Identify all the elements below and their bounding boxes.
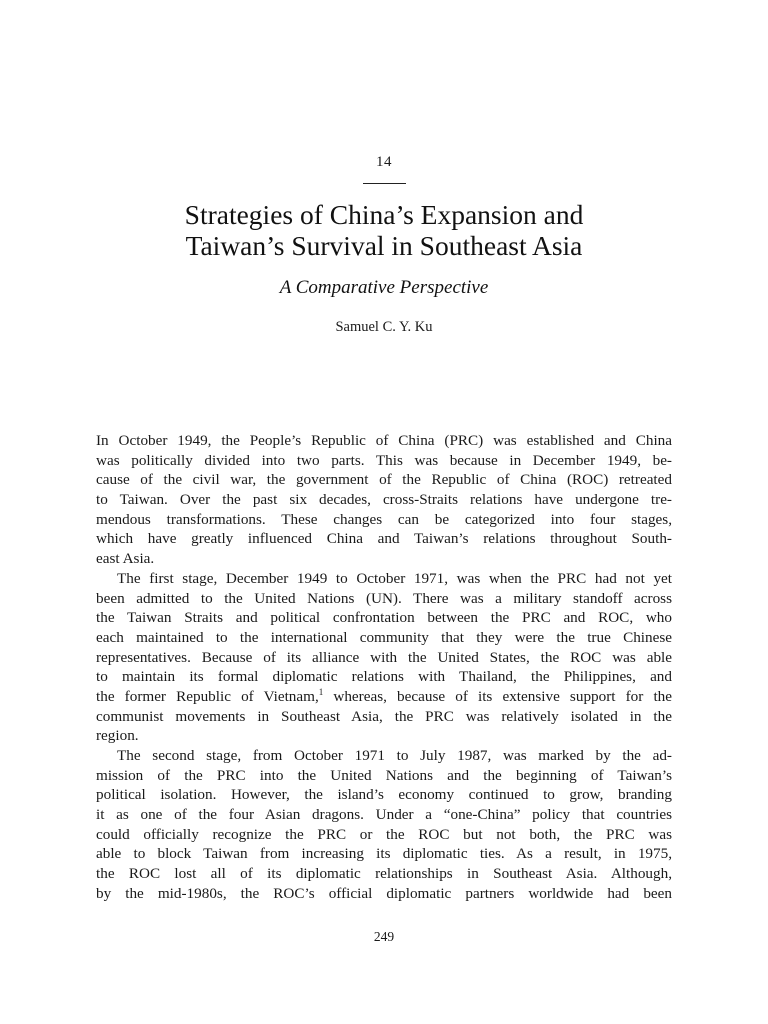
text-line: to maintain its formal diplomatic relations with Thailand, the Philippines, and	[96, 668, 672, 686]
text-line: In October 1949, the People’s Republic of China (PRC) was established and China	[96, 432, 672, 449]
text-segment: the former Republic of Vietnam,	[96, 687, 319, 705]
chapter-number: 14	[376, 154, 392, 170]
text-line: political isolation. However, the island’s economy continued to grow, branding	[96, 786, 672, 804]
text-line: east Asia.	[96, 550, 155, 568]
text-line: The first stage, December 1949 to October 1971, was when the PRC had not yet	[117, 569, 672, 587]
chapter-title-line: Taiwan’s Survival in Southeast Asia	[185, 230, 583, 261]
text-segment: whereas, because of its extensive support for the	[323, 687, 672, 705]
page-number: 249	[373, 929, 395, 944]
text-line: mission of the PRC into the United Nations and the beginning of Taiwan’s	[96, 766, 672, 784]
text-line: was politically divided into two parts. This was because in December 1949, be-	[96, 451, 672, 469]
text-line: the Taiwan Straits and political confrontation between the PRC and ROC, who	[96, 609, 672, 627]
footnote-marker[interactable]: 1	[318, 686, 324, 697]
chapter-author: Samuel C. Y. Ku	[335, 319, 433, 335]
text-line: region.	[96, 727, 139, 745]
chapter-title-line: Strategies of China’s Expansion and	[184, 199, 584, 230]
body-text	[96, 431, 672, 904]
chapter-title	[60, 199, 708, 261]
text-line: which have greatly influenced China and Taiwan’s relations throughout South-	[96, 530, 672, 548]
text-line	[96, 687, 672, 707]
text-line: each maintained to the international community that they were the true Chinese	[96, 628, 672, 646]
text-line: it as one of the four Asian dragons. Under a “one-China” policy that countries	[96, 806, 672, 824]
text-line: to Taiwan. Over the past six decades, cross-Straits relations have undergone tre-	[96, 491, 672, 509]
text-line: been admitted to the United Nations (UN). There was a military standoff across	[96, 589, 672, 607]
chapter-subtitle: A Comparative Perspective	[279, 277, 489, 298]
text-line: the ROC lost all of its diplomatic relationships in Southeast Asia. Although,	[96, 865, 672, 883]
text-line: representatives. Because of its alliance with the United States, the ROC was able	[96, 648, 672, 666]
text-line: communist movements in Southeast Asia, the PRC was relatively isolated in the	[96, 707, 672, 725]
text-line: able to block Taiwan from increasing its diplomatic ties. As a result, in 1975,	[96, 845, 672, 863]
text-line: could officially recognize the PRC or the ROC but not both, the PRC was	[96, 825, 672, 843]
chapter-number-rule	[363, 183, 406, 184]
text-line: by the mid-1980s, the ROC’s official diplomatic partners worldwide had been	[96, 884, 672, 902]
text-line: mendous transformations. These changes can be categorized into four stages,	[96, 510, 672, 528]
text-line: cause of the civil war, the government of the Republic of China (ROC) retreated	[96, 471, 672, 489]
text-line: The second stage, from October 1971 to July 1987, was marked by the ad-	[117, 747, 672, 764]
